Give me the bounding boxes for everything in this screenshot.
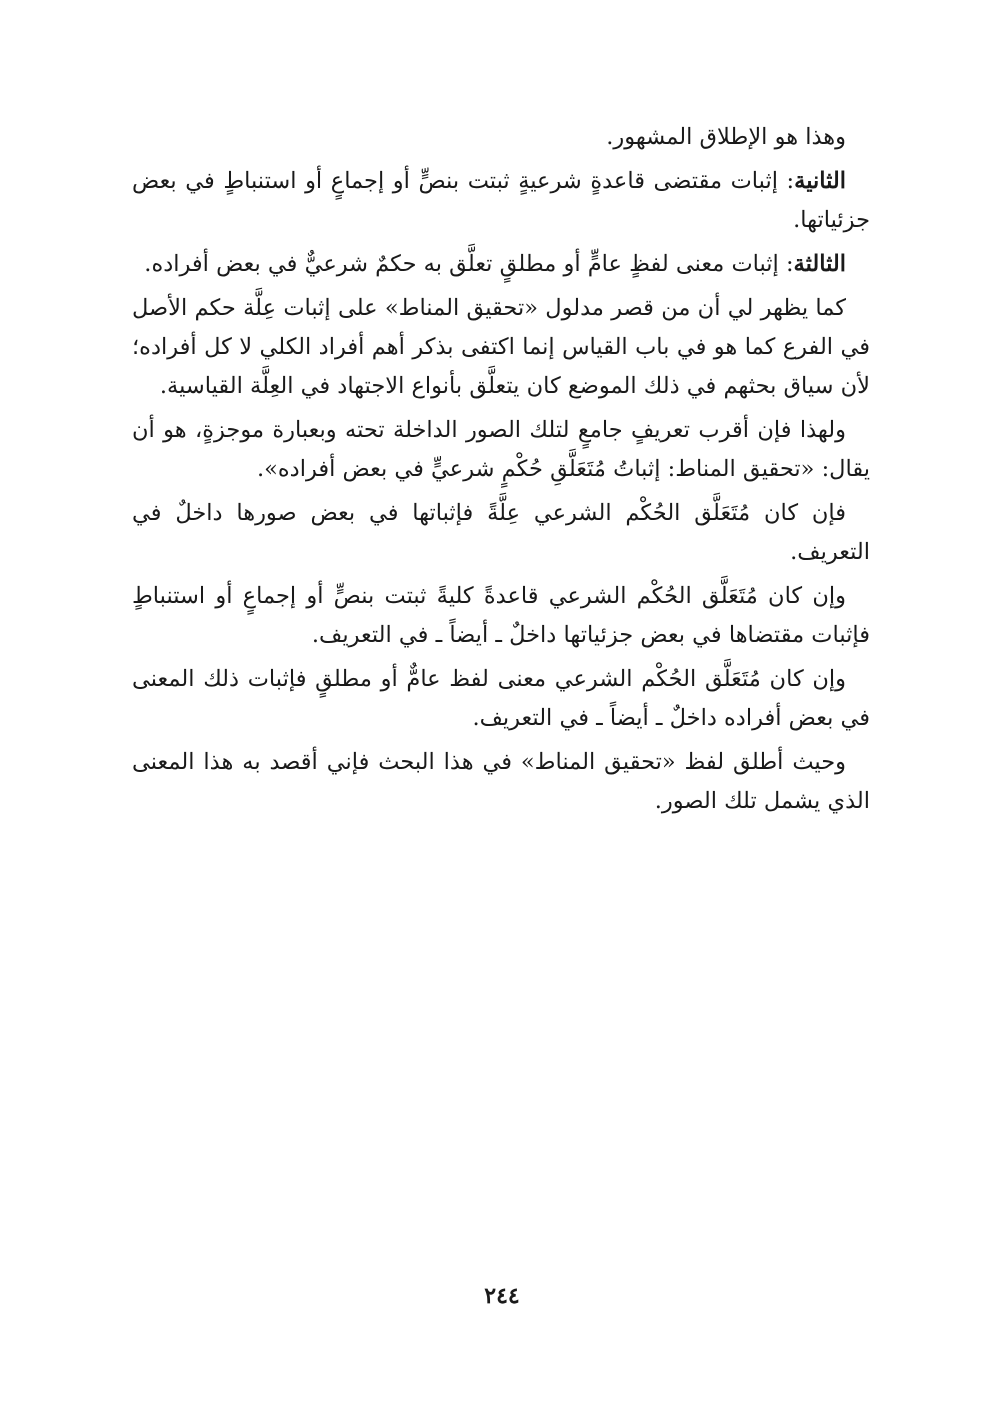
paragraph-text: كما يظهر لي أن من قصر مدلول «تحقيق المناط» على إثبات عِلَّة حكم الأصل في الفرع كما هو في باب القياس إنما اكتفى بذكر أهم أفراد الكلي لا كل أفراده؛ لأن سياق بحثهم في ذلك الموضع كان يتعلَّق بأنواع الاجتهاد في العِلَّة القياسية. <box>132 295 870 399</box>
page-number: ٢٤٤ <box>484 1283 520 1309</box>
paragraph-5 <box>132 411 870 489</box>
paragraph-7 <box>132 577 870 655</box>
paragraph-text: وهذا هو الإطلاق المشهور. <box>606 124 846 150</box>
paragraph-text: فإن كان مُتَعَلَّق الحُكْم الشرعي عِلَّةً فإثباتها في بعض صورها داخلٌ في التعريف. <box>132 500 870 565</box>
paragraph-text: وحيث أطلق لفظ «تحقيق المناط» في هذا البحث فإني أقصد به هذا المعنى الذي يشمل تلك الصور. <box>132 749 870 814</box>
paragraph-text: ولهذا فإن أقرب تعريفٍ جامعٍ لتلك الصور الداخلة تحته وبعبارة موجزةٍ، هو أن يقال: «تحقيق المناط: إثباتُ مُتَعَلَّقِ حُكْمٍ شرعيٍّ في بعض أفراده». <box>132 417 870 482</box>
paragraph-text: : إثبات معنى لفظٍ عامٍّ أو مطلقٍ تعلَّق به حكمٌ شرعيٌّ في بعض أفراده. <box>144 251 794 277</box>
paragraph-2 <box>132 162 870 240</box>
paragraph-3 <box>132 245 870 284</box>
paragraph-term: الثالثة <box>793 251 846 277</box>
paragraph-6 <box>132 494 870 572</box>
paragraph-text: : إثبات مقتضى قاعدةٍ شرعيةٍ ثبتت بنصٍّ أو إجماعٍ أو استنباطٍ في بعض جزئياتها. <box>132 168 870 233</box>
paragraph-text: وإن كان مُتَعَلَّق الحُكْم الشرعي معنى لفظ عامٌّ أو مطلقٍ فإثبات ذلك المعنى في بعض أفراده داخلٌ ـ أيضاً ـ في التعريف. <box>132 666 870 731</box>
paragraph-text: وإن كان مُتَعَلَّق الحُكْم الشرعي قاعدةً كليةً ثبتت بنصٍّ أو إجماعٍ أو استنباطٍ فإثبات مقتضاها في بعض جزئياتها داخلٌ ـ أيضاً ـ في التعريف. <box>132 583 870 648</box>
paragraph-term: الثانية <box>794 168 846 194</box>
paragraph-9 <box>132 743 870 821</box>
paragraph-4 <box>132 289 870 406</box>
paragraph-1 <box>132 118 870 157</box>
page-body <box>132 118 870 826</box>
paragraph-8 <box>132 660 870 738</box>
